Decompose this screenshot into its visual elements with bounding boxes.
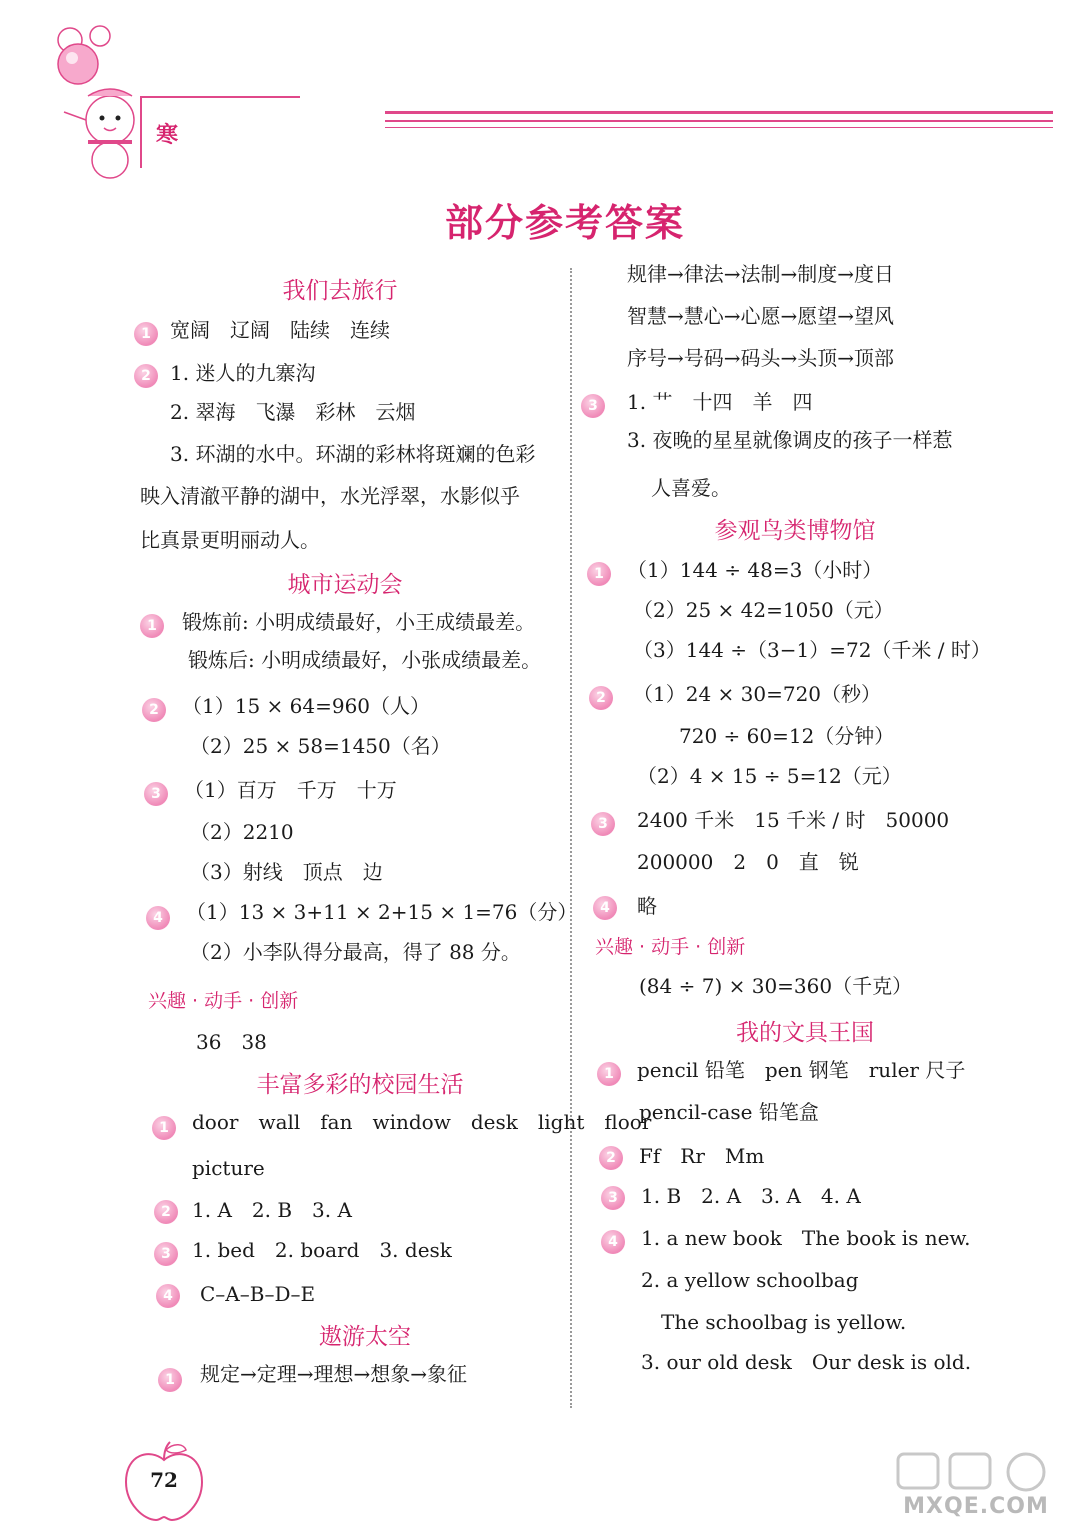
- answer-line: 锻炼前: 小明成绩最好，小王成绩最差。: [182, 610, 536, 634]
- question-badge: 3: [144, 782, 168, 806]
- question-badge: 4: [593, 896, 617, 920]
- answer-line: 3. 环湖的水中。环湖的彩林将斑斓的色彩: [170, 442, 536, 466]
- answer-line: 1. a new book The book is new.: [641, 1226, 971, 1250]
- question-badge: 3: [601, 1186, 625, 1210]
- question-badge: 2: [142, 698, 166, 722]
- question-badge: 4: [146, 906, 170, 930]
- extra-heading: 兴趣 · 动手 · 创新: [595, 936, 746, 958]
- question-badge: 3: [591, 812, 615, 836]
- header-rule: [385, 127, 1053, 128]
- watermark-text: MXQE.COM: [903, 1494, 1049, 1519]
- section-title: 参观鸟类博物馆: [714, 518, 876, 544]
- answer-line: 人喜爱。: [651, 476, 731, 500]
- answer-line: pencil-case 铅笔盒: [639, 1100, 819, 1124]
- section-title: 城市运动会: [287, 572, 403, 598]
- question-badge: 1: [587, 562, 611, 586]
- answer-line: （1）24 × 30=720（秒）: [633, 682, 882, 706]
- answer-line: （2）4 × 15 ÷ 5=12（元）: [637, 764, 902, 788]
- answer-line: door wall fan window desk light floor: [192, 1110, 652, 1134]
- question-badge: 2: [154, 1200, 178, 1224]
- answer-line: (84 ÷ 7) × 30=360（千克）: [639, 974, 913, 998]
- question-badge: 1: [140, 614, 164, 638]
- answer-line: 映入清澈平静的湖中，水光浮翠，水影似乎: [140, 484, 520, 508]
- question-badge: 1: [158, 1368, 182, 1392]
- answer-line: （2）25 × 58=1450（名）: [190, 734, 451, 758]
- answer-line: pencil 铅笔 pen 钢笔 ruler 尺子: [637, 1058, 966, 1082]
- answer-line: （3）射线 顶点 边: [190, 860, 383, 884]
- question-badge: 1: [134, 322, 158, 346]
- header-rule: [385, 111, 1053, 114]
- answer-line: 序号→号码→码头→头顶→顶部: [627, 346, 895, 370]
- header-tab-text: 寒: [156, 123, 179, 148]
- column-divider: [570, 268, 572, 1408]
- page-title: 部分参考答案: [444, 201, 685, 245]
- answer-line: 1. 迷人的九寨沟: [170, 361, 316, 385]
- answer-line: （2）小李队得分最高，得了 88 分。: [190, 940, 521, 964]
- answer-line: 略: [637, 894, 657, 918]
- page-number: 72: [150, 1468, 178, 1492]
- answer-line: 2. 翠海 飞瀑 彩林 云烟: [170, 400, 416, 424]
- question-badge: 2: [599, 1146, 623, 1170]
- answer-line: 1. A 2. B 3. A: [192, 1198, 352, 1222]
- answer-line: 锻炼后: 小明成绩最好，小张成绩最差。: [188, 648, 542, 672]
- answer-line: （1）百万 千万 十万: [184, 778, 397, 802]
- section-title: 遨游太空: [319, 1324, 411, 1350]
- question-badge: 4: [601, 1230, 625, 1254]
- answer-line: （3）144 ÷（3−1）=72（千米 / 时）: [633, 638, 991, 662]
- answer-line: （2）2210: [190, 820, 294, 844]
- answer-line: 2. a yellow schoolbag: [641, 1268, 859, 1292]
- answer-line: 200000 2 0 直 锐: [637, 850, 859, 874]
- answer-line: 1. 艹 十四 羊 四: [627, 390, 813, 414]
- question-badge: 2: [134, 364, 158, 388]
- extra-heading: 兴趣 · 动手 · 创新: [148, 990, 299, 1012]
- answer-line: 1. B 2. A 3. A 4. A: [641, 1184, 861, 1208]
- answer-line: picture: [192, 1156, 265, 1180]
- answer-line: 36 38: [196, 1030, 267, 1054]
- section-title: 我们去旅行: [282, 278, 398, 304]
- question-badge: 2: [589, 686, 613, 710]
- answer-line: （1）13 × 3+11 × 2+15 × 1=76（分）: [186, 900, 578, 924]
- answer-line: Ff Rr Mm: [639, 1144, 765, 1168]
- question-badge: 1: [152, 1116, 176, 1140]
- question-badge: 4: [156, 1284, 180, 1308]
- section-title: 丰富多彩的校园生活: [256, 1072, 464, 1098]
- answer-line: The schoolbag is yellow.: [661, 1310, 907, 1334]
- answer-line: 3. our old desk Our desk is old.: [641, 1350, 972, 1374]
- question-badge: 3: [154, 1242, 178, 1266]
- answer-line: （1）15 × 64=960（人）: [182, 694, 431, 718]
- header-rule: [385, 120, 1053, 122]
- answer-line: 宽阔 辽阔 陆续 连续: [170, 318, 390, 342]
- question-badge: 3: [581, 394, 605, 418]
- question-badge: 1: [597, 1062, 621, 1086]
- answer-line: 3. 夜晚的星星就像调皮的孩子一样惹: [627, 428, 953, 452]
- answer-line: 比真景更明丽动人。: [140, 528, 320, 552]
- answer-line: 规律→律法→法制→制度→度日: [627, 262, 895, 286]
- watermark-logo-icon: [888, 1452, 1064, 1532]
- answer-line: C–A–B–D–E: [200, 1282, 316, 1306]
- answer-line: （1）144 ÷ 48=3（小时）: [627, 558, 883, 582]
- answer-line: 2400 千米 15 千米 / 时 50000: [637, 808, 950, 832]
- section-title: 我的文具王国: [736, 1020, 874, 1046]
- answer-line: 智慧→慧心→心愿→愿望→望风: [627, 304, 895, 328]
- answer-line: （2）25 × 42=1050（元）: [633, 598, 894, 622]
- answer-line: 规定→定理→理想→想象→象征: [200, 1362, 468, 1386]
- answer-line: 720 ÷ 60=12（分钟）: [679, 724, 895, 748]
- answer-line: 1. bed 2. board 3. desk: [192, 1238, 452, 1262]
